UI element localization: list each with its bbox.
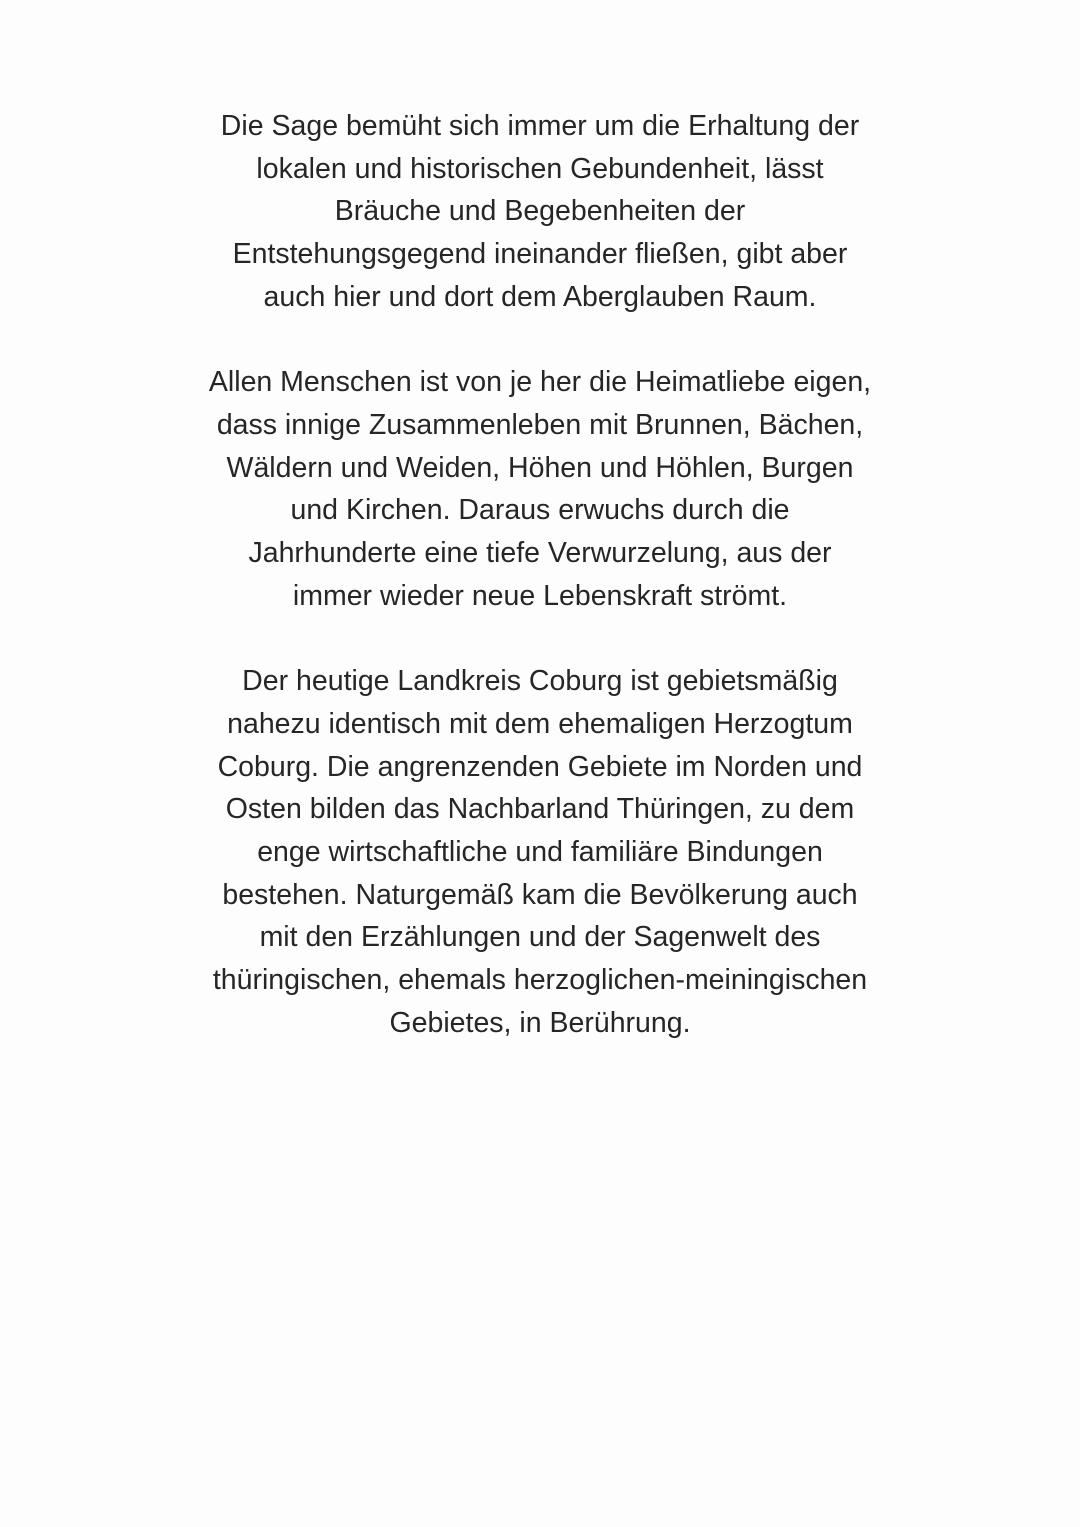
text-line: dass innige Zusammenleben mit Brunnen, Bächen, [216,408,864,441]
paragraph-landkreis-coburg [160,660,920,1044]
text-line: nahezu identisch mit dem ehemaligen Herzogtum [227,707,853,740]
paragraph-heimatliebe [160,361,920,617]
text-line: Coburg. Die angrenzenden Gebiete im Norden und [217,750,863,783]
text-line: Der heutige Landkreis Coburg ist gebietsmäßig [242,665,838,698]
text-line: enge wirtschaftliche und familiäre Bindungen [257,835,823,868]
text-line: Gebietes, in Berührung. [389,1006,691,1039]
text-line: lokalen und historischen Gebundenheit, lässt [256,152,824,185]
text-line: Wäldern und Weiden, Höhen und Höhlen, Burgen [226,451,854,484]
text-line: Entstehungsgegend ineinander fließen, gibt aber [232,238,848,271]
paragraph-sage [160,105,920,319]
text-line: und Kirchen. Daraus erwuchs durch die [290,494,790,527]
text-line: mit den Erzählungen und der Sagenwelt des [259,921,821,954]
text-line: Allen Menschen ist von je her die Heimatliebe eigen, [208,366,872,399]
text-line: auch hier und dort dem Aberglauben Raum. [263,280,817,313]
body-text [160,105,920,1087]
text-line: Osten bilden das Nachbarland Thüringen, zu dem [225,793,855,826]
text-line: Jahrhunderte eine tiefe Verwurzelung, aus der [248,537,832,570]
text-line: immer wieder neue Lebenskraft strömt. [292,579,788,612]
text-line: thüringischen, ehemals herzoglichen-meiningischen [212,964,868,997]
text-line: Die Sage bemüht sich immer um die Erhaltung der [220,110,860,142]
text-line: Bräuche und Begebenheiten der [334,195,746,228]
text-line: bestehen. Naturgemäß kam die Bevölkerung auch [222,878,858,911]
